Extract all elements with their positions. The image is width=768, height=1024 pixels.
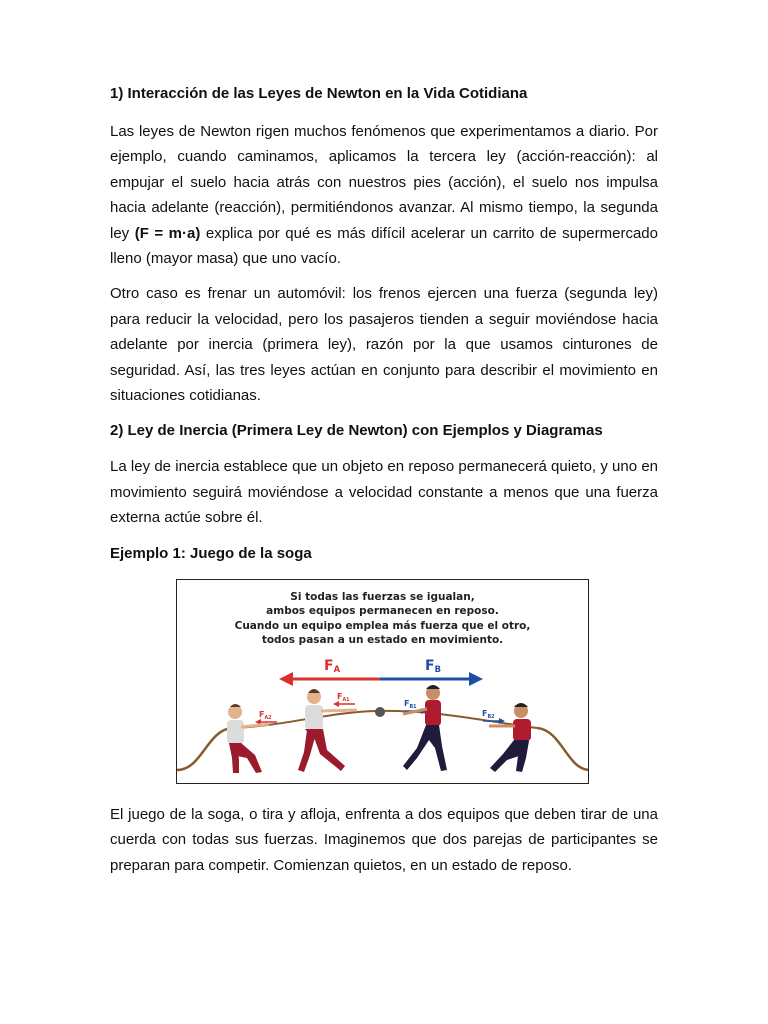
caption-line: todos pasan a un estado en movimiento.: [261, 634, 504, 647]
section-2-paragraph-2: El juego de la soga, o tira y afloja, enfrenta a dos equipos que deben tirar de una cuerda con todas sus fuerzas. Imaginemos que dos parejas de participantes se preparan para competir. Comienzan quietos, en un estado de reposo.: [110, 805, 658, 874]
document-page: [110, 84, 658, 878]
caption-line: Si todas las fuerzas se igualan,: [290, 590, 475, 603]
force-label-fa2: $F_{A2}$: [259, 709, 272, 721]
caption-line: Cuando un equipo emplea más fuerza que el otro,: [234, 619, 531, 632]
caption-line: ambos equipos permanecen en reposo.: [266, 605, 499, 618]
formula-text: (F = m·a): [134, 224, 201, 242]
force-label-fb: $F_B$: [425, 657, 441, 674]
tug-of-war-figure: [176, 579, 589, 784]
section-2-heading: 2) Ley de Inercia (Primera Ley de Newton) con Ejemplos y Diagramas: [110, 422, 603, 440]
paragraph-text: explica por qué es más difícil acelerar un carrito de supermercado lleno (mayor masa) que uno vacío.: [110, 224, 658, 268]
figure-caption-text: [177, 590, 588, 648]
section-1-paragraph-2: Otro caso es frenar un automóvil: los frenos ejercen una fuerza (segunda ley) para reducir la velocidad, pero los pasajeros tienden a seguir moviéndose hacia adelante por inercia (primera ley), razón por la que usamos cinturones de seguridad. Así, las tres leyes actúan en conjunto para describir el movimiento en situaciones cotidianas.: [110, 285, 658, 405]
section-1-paragraph-1: [110, 119, 658, 271]
section-2-paragraph-1: La ley de inercia establece que un objeto en reposo permanecerá quieto, y uno en movimiento seguirá moviéndose a velocidad constante a menos que una fuerza externa actúe sobre él.: [110, 458, 658, 527]
section-1-heading: 1) Interacción de las Leyes de Newton en la Vida Cotidiana: [110, 85, 528, 102]
example-1-heading: Ejemplo 1: Juego de la soga: [110, 544, 312, 562]
force-label-fb1: $F_{B1}$: [404, 698, 417, 710]
paragraph-text: Las leyes de Newton rigen muchos fenómenos que experimentamos a diario. Por ejemplo, cuando caminamos, aplicamos la tercera ley (acción-reacción): al empujar el suelo hacia atrás con nuestros pies (acción), el suelo nos impulsa hacia adelante (reacción), permitiéndonos avanzar. Al mismo tiempo, la segunda ley: [110, 123, 658, 242]
force-label-fb2: $F_{B2}$: [482, 708, 495, 720]
force-label-fa1: $F_{A1}$: [337, 691, 350, 703]
force-label-fa: $F_A$: [324, 657, 341, 674]
